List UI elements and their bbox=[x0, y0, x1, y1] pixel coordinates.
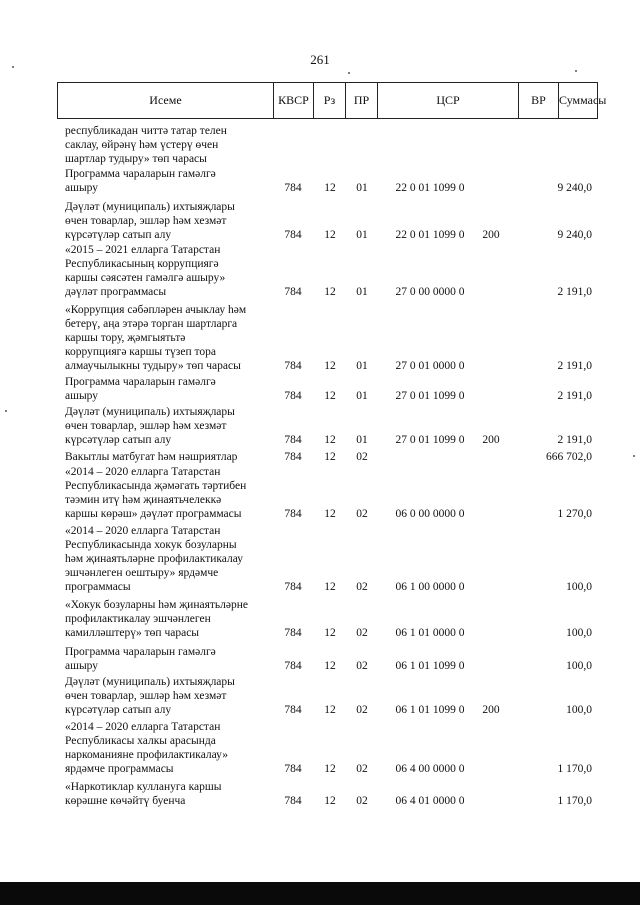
row-pr-cell: 02 bbox=[356, 660, 368, 672]
row-name-line: ашыру bbox=[65, 390, 99, 402]
row-kvsr-cell: 784 bbox=[284, 660, 302, 672]
row-pr-cell: 01 bbox=[356, 434, 368, 446]
row-name-line: шартлар тудыру» төп чарасы bbox=[65, 153, 207, 165]
row-rz-cell: 12 bbox=[324, 451, 336, 463]
row-kvsr-cell: 784 bbox=[284, 360, 302, 372]
row-kvsr-cell: 784 bbox=[284, 229, 302, 241]
row-rz-cell: 12 bbox=[324, 763, 336, 775]
row-name-line: «Хокук бозуларны һәм җинаятьләрне bbox=[65, 599, 248, 611]
row-kvsr-cell: 784 bbox=[284, 704, 302, 716]
row-name-line: өчен товарлар, эшләр һәм хезмәт bbox=[65, 215, 227, 227]
table-row bbox=[57, 675, 598, 717]
scan-border bbox=[0, 882, 640, 905]
row-name-line: саклау, өйрәнү һәм үстерү өчен bbox=[65, 139, 219, 151]
table-row bbox=[57, 598, 598, 640]
row-name-cell bbox=[65, 450, 271, 464]
row-name-line: Программа чараларын гамәлгә bbox=[65, 376, 216, 388]
row-name-line: дәүләт программасы bbox=[65, 286, 167, 298]
row-rz-cell: 12 bbox=[324, 508, 336, 520]
table-header bbox=[57, 82, 607, 119]
row-kvsr-cell: 784 bbox=[284, 390, 302, 402]
row-csr-cell: 06 4 00 0000 0 bbox=[395, 763, 465, 775]
row-name-line: Республикасында хокук бозуларны bbox=[65, 539, 237, 551]
row-pr-cell: 02 bbox=[356, 627, 368, 639]
table-row bbox=[57, 465, 598, 521]
row-pr-cell: 01 bbox=[356, 229, 368, 241]
row-kvsr-cell: 784 bbox=[284, 451, 302, 463]
row-name-cell bbox=[65, 375, 271, 403]
page-number: 261 bbox=[310, 52, 330, 67]
row-name-line: көрәшне көчәйтү буенча bbox=[65, 795, 186, 807]
row-name-line: профилактикалау эшчәнлеген bbox=[65, 613, 211, 625]
row-rz-cell: 12 bbox=[324, 627, 336, 639]
row-pr-cell: 02 bbox=[356, 704, 368, 716]
row-name-line: күрсәтүләр сатып алу bbox=[65, 704, 172, 716]
column-header-pr: ПР bbox=[346, 83, 378, 118]
table-row bbox=[57, 780, 598, 808]
row-rz-cell: 12 bbox=[324, 795, 336, 807]
row-name-line: ярдәмче программасы bbox=[65, 763, 174, 775]
row-name-line: алмаучылыкны тудыру» төп чарасы bbox=[65, 360, 241, 372]
table-row bbox=[57, 200, 598, 242]
row-sum-cell: 1 170,0 bbox=[557, 795, 592, 807]
row-name-line: тәэмин итү һәм җинаятьчелеккә bbox=[65, 494, 222, 506]
row-name-line: «2014 – 2020 елларга Татарстан bbox=[65, 466, 221, 478]
row-csr-cell: 22 0 01 1099 0 bbox=[395, 229, 465, 241]
row-pr-cell: 01 bbox=[356, 182, 368, 194]
row-kvsr-cell: 784 bbox=[284, 434, 302, 446]
row-sum-cell: 9 240,0 bbox=[557, 182, 592, 194]
row-csr-cell: 06 4 01 0000 0 bbox=[395, 795, 465, 807]
row-name-cell bbox=[65, 598, 271, 640]
row-name-line: «2015 – 2021 елларга Татарстан bbox=[65, 244, 221, 256]
row-name-cell bbox=[65, 780, 271, 808]
row-kvsr-cell: 784 bbox=[284, 795, 302, 807]
row-pr-cell: 02 bbox=[356, 763, 368, 775]
row-vr-cell: 200 bbox=[482, 434, 500, 446]
row-sum-cell: 100,0 bbox=[566, 581, 592, 593]
row-name-line: күрсәтүләр сатып алу bbox=[65, 229, 172, 241]
row-name-line: камилләштерү» төп чарасы bbox=[65, 627, 200, 639]
row-name-line: күрсәтүләр сатып алу bbox=[65, 434, 172, 446]
row-csr-cell: 06 1 00 0000 0 bbox=[395, 581, 465, 593]
row-csr-cell: 27 0 01 1099 0 bbox=[395, 434, 465, 446]
row-sum-cell: 100,0 bbox=[566, 704, 592, 716]
row-name-line: Программа чараларын гамәлгә bbox=[65, 168, 216, 180]
row-name-line: Дәүләт (муниципаль) ихтыяҗлары bbox=[65, 676, 235, 688]
row-name-line: өчен товарлар, эшләр һәм хезмәт bbox=[65, 420, 227, 432]
row-name-line: «Коррупция сәбәпләрен ачыклау һәм bbox=[65, 304, 247, 316]
table-row bbox=[57, 167, 598, 195]
row-name-line: наркоманияне профилактикалау» bbox=[65, 749, 228, 761]
row-name-cell bbox=[65, 524, 271, 594]
row-rz-cell: 12 bbox=[324, 286, 336, 298]
row-kvsr-cell: 784 bbox=[284, 286, 302, 298]
table-row bbox=[57, 720, 598, 776]
row-name-line: «2014 – 2020 елларга Татарстан bbox=[65, 721, 221, 733]
row-sum-cell: 2 191,0 bbox=[557, 360, 592, 372]
column-header-rz: Рз bbox=[314, 83, 346, 118]
row-name-line: ашыру bbox=[65, 660, 99, 672]
column-header-sum: Суммасы bbox=[559, 93, 607, 107]
row-pr-cell: 01 bbox=[356, 390, 368, 402]
row-name-line: каршы сәясәтен гамәлгә ашыру» bbox=[65, 272, 226, 284]
row-pr-cell: 01 bbox=[356, 286, 368, 298]
row-rz-cell: 12 bbox=[324, 704, 336, 716]
row-rz-cell: 12 bbox=[324, 581, 336, 593]
row-pr-cell: 02 bbox=[356, 451, 368, 463]
row-sum-cell: 1 270,0 bbox=[557, 508, 592, 520]
table-row bbox=[57, 405, 598, 447]
row-name-cell bbox=[65, 124, 271, 166]
row-rz-cell: 12 bbox=[324, 434, 336, 446]
table-row bbox=[57, 375, 598, 403]
table-row bbox=[57, 450, 598, 464]
row-kvsr-cell: 784 bbox=[284, 508, 302, 520]
row-pr-cell: 02 bbox=[356, 795, 368, 807]
row-name-cell bbox=[65, 720, 271, 776]
row-sum-cell: 100,0 bbox=[566, 660, 592, 672]
row-name-line: һәм җинаятьләрне профилактикалау bbox=[65, 553, 243, 565]
table-row bbox=[57, 243, 598, 299]
row-sum-cell: 2 191,0 bbox=[557, 390, 592, 402]
row-csr-cell: 06 1 01 1099 0 bbox=[395, 704, 465, 716]
row-name-line: каршы тору, җәмгыятьтә bbox=[65, 332, 186, 344]
row-name-cell bbox=[65, 465, 271, 521]
row-name-line: Республикасында җәмәгать тәртибен bbox=[65, 480, 247, 492]
row-name-cell bbox=[65, 200, 271, 242]
row-kvsr-cell: 784 bbox=[284, 763, 302, 775]
row-name-line: республикадан читтә татар телен bbox=[65, 125, 227, 137]
row-rz-cell: 12 bbox=[324, 182, 336, 194]
table-row bbox=[57, 124, 598, 166]
row-rz-cell: 12 bbox=[324, 660, 336, 672]
table-row bbox=[57, 645, 598, 673]
row-csr-cell: 27 0 00 0000 0 bbox=[395, 286, 465, 298]
row-name-line: «Наркотиклар куллануга каршы bbox=[65, 781, 222, 793]
row-rz-cell: 12 bbox=[324, 360, 336, 372]
row-name-line: эшчәнлеген оештыру» ярдәмче bbox=[65, 567, 219, 579]
row-sum-cell: 9 240,0 bbox=[557, 229, 592, 241]
table-row bbox=[57, 303, 598, 373]
row-rz-cell: 12 bbox=[324, 229, 336, 241]
row-name-cell bbox=[65, 675, 271, 717]
row-kvsr-cell: 784 bbox=[284, 627, 302, 639]
row-name-cell bbox=[65, 405, 271, 447]
row-name-cell bbox=[65, 303, 271, 373]
row-name-line: Республикасының коррупциягә bbox=[65, 258, 219, 270]
row-name-line: Программа чараларын гамәлгә bbox=[65, 646, 216, 658]
column-header-kvsr: КВСР bbox=[274, 83, 314, 118]
row-sum-cell: 666 702,0 bbox=[546, 451, 592, 463]
row-kvsr-cell: 784 bbox=[284, 581, 302, 593]
row-rz-cell: 12 bbox=[324, 390, 336, 402]
column-header-vr: ВР bbox=[519, 83, 559, 118]
row-csr-cell: 06 1 01 0000 0 bbox=[395, 627, 465, 639]
row-name-cell bbox=[65, 645, 271, 673]
row-name-line: ашыру bbox=[65, 182, 99, 194]
row-vr-cell: 200 bbox=[482, 704, 500, 716]
row-pr-cell: 02 bbox=[356, 508, 368, 520]
row-name-line: өчен товарлар, эшләр һәм хезмәт bbox=[65, 690, 227, 702]
row-vr-cell: 200 bbox=[482, 229, 500, 241]
row-csr-cell: 27 0 01 1099 0 bbox=[395, 390, 465, 402]
row-pr-cell: 01 bbox=[356, 360, 368, 372]
row-name-line: Вакытлы матбугат һәм нәшриятлар bbox=[65, 451, 238, 463]
column-header-csr: ЦСР bbox=[378, 83, 519, 118]
row-csr-cell: 06 0 00 0000 0 bbox=[395, 508, 465, 520]
row-name-cell bbox=[65, 167, 271, 195]
column-header-name: Исеме bbox=[58, 83, 274, 118]
row-csr-cell: 06 1 01 1099 0 bbox=[395, 660, 465, 672]
row-name-line: «2014 – 2020 елларга Татарстан bbox=[65, 525, 221, 537]
row-kvsr-cell: 784 bbox=[284, 182, 302, 194]
row-pr-cell: 02 bbox=[356, 581, 368, 593]
row-name-cell bbox=[65, 243, 271, 299]
row-sum-cell: 2 191,0 bbox=[557, 286, 592, 298]
table-row bbox=[57, 524, 598, 594]
row-name-line: программасы bbox=[65, 581, 131, 593]
row-name-line: Дәүләт (муниципаль) ихтыяҗлары bbox=[65, 201, 235, 213]
row-name-line: бетерү, аңа этәрә торган шартларга bbox=[65, 318, 238, 330]
row-name-line: Республикасы халкы арасында bbox=[65, 735, 216, 747]
row-sum-cell: 1 170,0 bbox=[557, 763, 592, 775]
row-sum-cell: 2 191,0 bbox=[557, 434, 592, 446]
row-name-line: каршы көрәш» дәүләт программасы bbox=[65, 508, 242, 520]
row-csr-cell: 27 0 01 0000 0 bbox=[395, 360, 465, 372]
row-name-line: коррупциягә каршы түзеп тора bbox=[65, 346, 216, 358]
row-csr-cell: 22 0 01 1099 0 bbox=[395, 182, 465, 194]
row-name-line: Дәүләт (муниципаль) ихтыяҗлары bbox=[65, 406, 235, 418]
row-sum-cell: 100,0 bbox=[566, 627, 592, 639]
